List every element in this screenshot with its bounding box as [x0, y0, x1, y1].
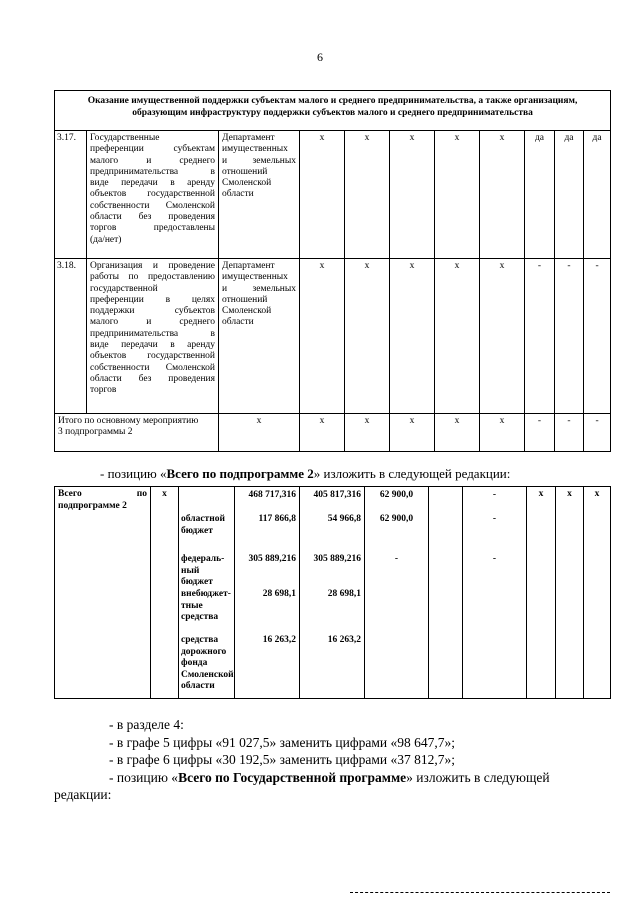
table-row — [55, 259, 611, 414]
value-cell: х — [435, 131, 480, 259]
value-cell: х — [480, 414, 525, 452]
source-label: внебюджет- тные средства — [181, 589, 231, 622]
value-cell: - — [555, 414, 584, 452]
value-cell: х — [300, 259, 345, 414]
measure-name: Государственные преференции субъектам малого и среднего предпринимательства в виде передачи в аренду объектов государственной собственности Смоленской области без проведения торгов предоставлены (да/нет) — [87, 131, 219, 259]
subprogram-total-table — [54, 486, 611, 699]
instruction-line: - позицию «Всего по Государственной программе» изложить в следующей — [109, 769, 550, 785]
year3-column: - - - — [463, 487, 527, 699]
value-cell: - — [525, 259, 555, 414]
empty-column — [429, 487, 463, 699]
instruction-subprogram: - позицию «Всего по подпрограмме 2» изложить в следующей редакции: — [100, 466, 511, 481]
value-cell: - — [584, 414, 611, 452]
value-cell: да — [555, 131, 584, 259]
instruction-line: редакции: — [54, 787, 112, 802]
sources-column — [179, 487, 235, 699]
value-cell: х — [345, 259, 390, 414]
value-cell: да — [584, 131, 611, 259]
source-label: федераль- ный бюджет — [181, 554, 225, 587]
row-number: 3.18. — [55, 259, 87, 414]
mark-cell: х — [151, 487, 179, 699]
value-cell: да — [525, 131, 555, 259]
value-cell: х — [390, 259, 435, 414]
value-cell: х — [390, 131, 435, 259]
total-column: 468 717,316 117 866,8 305 889,216 28 698,1 16 263,2 — [235, 487, 300, 699]
value-cell: х — [435, 414, 480, 452]
measure-name: Организация и проведение работы по предоставлению государственной преференции в целях поддержки субъектов малого и среднего предпринимательства в виде передачи в аренду объектов государственной собственности Смоленской области без проведения торгов — [87, 259, 219, 414]
source-label: областной бюджет — [181, 514, 225, 536]
value-cell: - — [555, 259, 584, 414]
year2-column: 62 900,0 62 900,0 - — [365, 487, 429, 699]
page-bottom-rule — [350, 892, 610, 893]
value-cell: х — [345, 414, 390, 452]
year1-column: 405 817,316 54 966,8 305 889,216 28 698,1 16 263,2 — [300, 487, 365, 699]
value-cell: - — [584, 259, 611, 414]
value-cell: х — [480, 259, 525, 414]
instruction-line: - в графе 6 цифры «30 192,5» заменить цифрами «37 812,7»; — [109, 752, 455, 767]
section-header: Оказание имущественной поддержки субъектам малого и среднего предпринимательства, а также организациям, образующим инфраструктуру поддержки субъектов малого и среднего предпринимательства — [55, 91, 611, 131]
total-label: Всего по подпрограмме 2 — [55, 487, 151, 699]
total-row — [55, 414, 611, 452]
value-cell: х — [219, 414, 300, 452]
value-cell: х — [300, 131, 345, 259]
value-cell: х — [390, 414, 435, 452]
indicator-cell: х — [556, 487, 584, 699]
executor: Департамент имущественных и земельных отношений Смоленской области — [219, 131, 300, 259]
page-number: 6 — [317, 50, 323, 64]
value-cell: х — [435, 259, 480, 414]
row-number: 3.17. — [55, 131, 87, 259]
value-cell: х — [345, 131, 390, 259]
source-label: средства дорожного фонда Смоленской области — [181, 635, 234, 691]
executor: Департамент имущественных и земельных отношений Смоленской области — [219, 259, 300, 414]
instruction-line: - в графе 5 цифры «91 027,5» заменить цифрами «98 647,7»; — [109, 734, 455, 750]
indicator-cell: х — [527, 487, 556, 699]
measures-table — [54, 90, 611, 452]
instruction-line: - в разделе 4: — [109, 717, 184, 732]
table-row — [55, 131, 611, 259]
value-cell: х — [480, 131, 525, 259]
indicator-cell: х — [584, 487, 611, 699]
value-cell: - — [525, 414, 555, 452]
instructions-block — [0, 716, 640, 804]
value-cell: х — [300, 414, 345, 452]
total-label: Итого по основному мероприятию 3 подпрограммы 2 — [55, 414, 219, 452]
